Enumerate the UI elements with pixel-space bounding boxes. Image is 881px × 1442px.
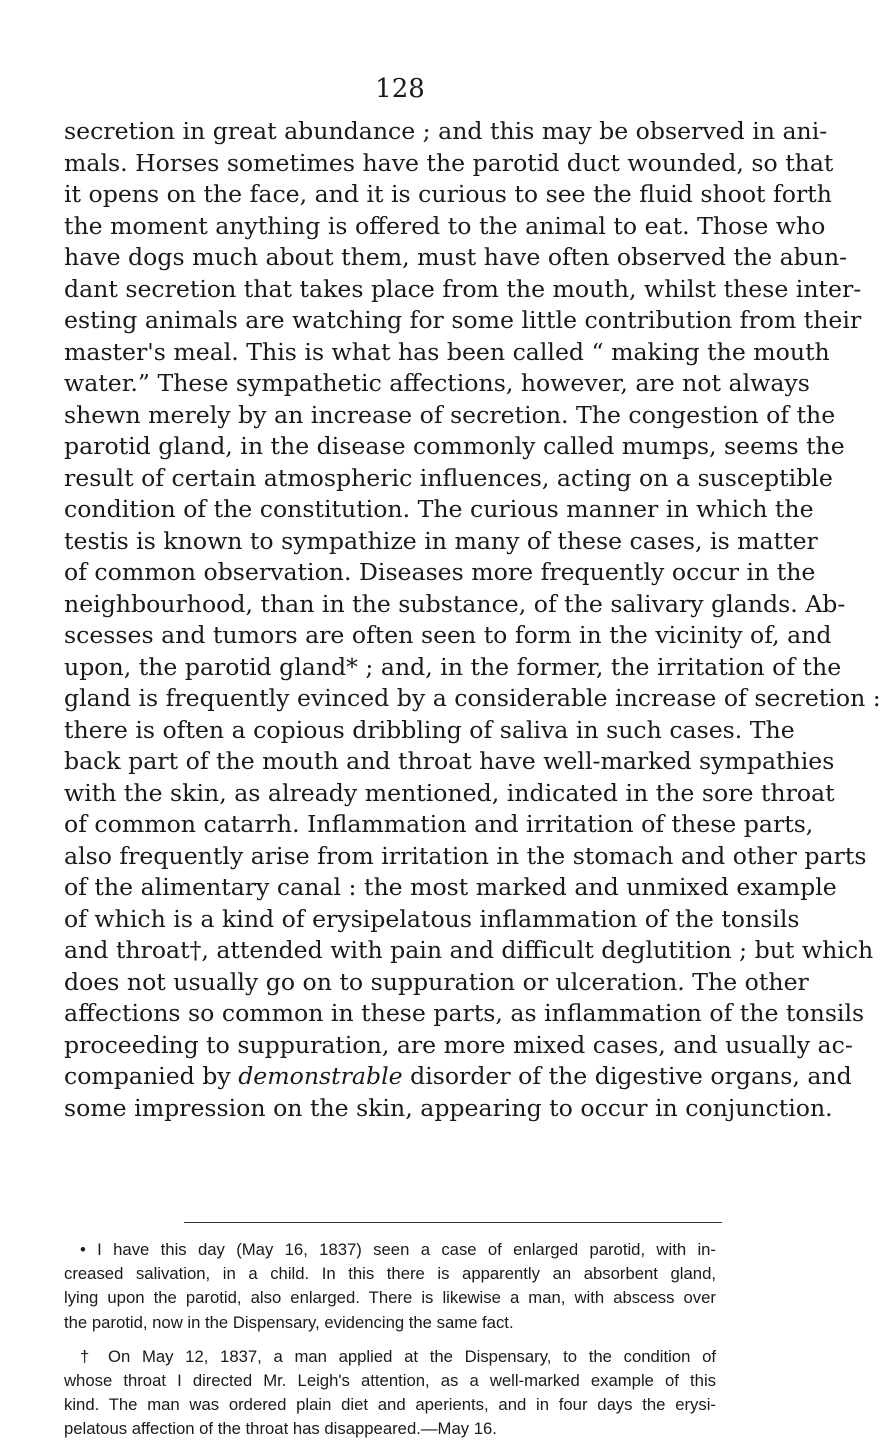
body-line: scesses and tumors are often seen to form in the vicinity of, and bbox=[64, 621, 832, 649]
body-line-lead: companied by bbox=[64, 1062, 239, 1090]
emphasis-demonstrable: demonstrable bbox=[238, 1062, 403, 1090]
body-line: of common catarrh. Inflammation and irritation of these parts, bbox=[64, 810, 814, 838]
body-text bbox=[64, 116, 881, 1124]
body-line: it opens on the face, and it is curious to see the fluid shoot forth bbox=[64, 180, 832, 208]
footnote-1-line: lying upon the parotid, also enlarged. There is likewise a man, with abscess over bbox=[64, 1288, 716, 1308]
body-line: gland is frequently evinced by a considerable increase of secretion : bbox=[64, 684, 881, 712]
body-line: neighbourhood, than in the substance, of the salivary glands. Ab- bbox=[64, 589, 846, 618]
footnote-1-line: the parotid, now in the Dispensary, evidencing the same fact. bbox=[64, 1312, 514, 1332]
footnote-2-line: pelatous affection of the throat has disappeared.—May 16. bbox=[64, 1419, 497, 1439]
footnote-1-line: creased salivation, in a child. In this there is apparently an absorbent gland, bbox=[64, 1264, 716, 1284]
body-line: of common observation. Diseases more frequently occur in the bbox=[64, 558, 816, 586]
page-number: 128 bbox=[375, 74, 425, 104]
body-line: mals. Horses sometimes have the parotid duct wounded, so that bbox=[64, 148, 834, 177]
body-line: proceeding to suppuration, are more mixed cases, and usually ac- bbox=[64, 1030, 853, 1059]
body-line: with the skin, as already mentioned, indicated in the sore throat bbox=[64, 778, 835, 807]
body-line: affections so common in these parts, as inflammation of the tonsils bbox=[64, 999, 865, 1027]
footnote-divider bbox=[184, 1222, 722, 1223]
footnote-2-line: † On May 12, 1837, a man applied at the Dispensary, to the condition of bbox=[80, 1346, 716, 1366]
footnote-2-line: whose throat I directed Mr. Leigh's attention, as a well-marked example of this bbox=[64, 1370, 716, 1390]
body-line: upon, the parotid gland* ; and, in the former, the irritation of the bbox=[64, 652, 842, 681]
body-line-rest: disorder of the digestive organs, and bbox=[402, 1062, 852, 1090]
body-line: dant secretion that takes place from the mouth, whilst these inter- bbox=[64, 274, 862, 303]
body-line: parotid gland, in the disease commonly called mumps, seems the bbox=[64, 432, 845, 460]
footnote-2-line: kind. The man was ordered plain diet and aperients, and in four days the erysi- bbox=[64, 1395, 716, 1415]
body-line-italic bbox=[64, 1061, 852, 1093]
body-line: result of certain atmospheric influences, acting on a susceptible bbox=[64, 463, 833, 492]
body-line: also frequently arise from irritation in the stomach and other parts bbox=[64, 841, 867, 870]
body-line: esting animals are watching for some little contribution from their bbox=[64, 306, 862, 334]
body-line: master's meal. This is what has been called “ making the mouth bbox=[64, 337, 830, 366]
body-line: have dogs much about them, must have often observed the abun- bbox=[64, 243, 848, 271]
body-line: of which is a kind of erysipelatous inflammation of the tonsils bbox=[64, 904, 800, 933]
body-line: shewn merely by an increase of secretion. The congestion of the bbox=[64, 400, 836, 429]
body-line: and throat†, attended with pain and difficult deglutition ; but which bbox=[64, 936, 874, 964]
body-line: the moment anything is offered to the animal to eat. Those who bbox=[64, 211, 826, 240]
footnote-1-line: • I have this day (May 16, 1837) seen a case of enlarged parotid, with in- bbox=[80, 1240, 716, 1259]
body-line: testis is known to sympathize in many of these cases, is matter bbox=[64, 526, 818, 555]
footnotes bbox=[64, 1238, 716, 1442]
body-line: does not usually go on to suppuration or ulceration. The other bbox=[64, 967, 809, 996]
body-line: water.” These sympathetic affections, however, are not always bbox=[64, 369, 810, 397]
body-line: there is often a copious dribbling of saliva in such cases. The bbox=[64, 715, 795, 744]
body-line: some impression on the skin, appearing to occur in conjunction. bbox=[64, 1093, 833, 1122]
body-line: of the alimentary canal : the most marked and unmixed example bbox=[64, 873, 837, 901]
body-line: condition of the constitution. The curious manner in which the bbox=[64, 495, 814, 523]
body-line: secretion in great abundance ; and this may be observed in ani- bbox=[64, 117, 828, 145]
body-line: back part of the mouth and throat have well-marked sympathies bbox=[64, 747, 835, 775]
